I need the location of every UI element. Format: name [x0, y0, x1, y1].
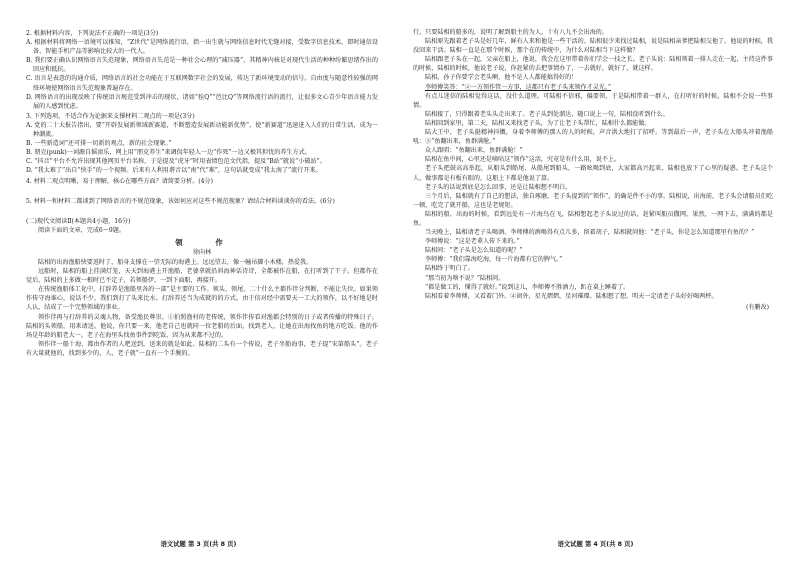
article-paragraph: “那当初为啥不说？”陆相问。 — [425, 274, 505, 282]
right-page — [397, 0, 794, 562]
edit-note: (有删改) — [745, 303, 769, 311]
left-column — [26, 28, 378, 358]
article-paragraph: “都是做工的，懂得了就好。”说到这儿，李师傅不胜酒力，趴在桌上睡着了。 — [425, 283, 630, 291]
article-paragraph: 陆相接了，只得跟着老头头走出来了。老子头到处溜达，随口说上一句，陆相没听到什么。 — [425, 110, 669, 118]
reading-instruction: 阅读下面的文章，完成6～9题。 — [38, 226, 125, 234]
article-paragraph: 陆相回到家里，第二天，陆相又来找老子头，为了让老子头帮忙，陆相什么都能做。 — [425, 119, 651, 127]
article-paragraph: 陆相问：“老子头是怎么知道的呢？” — [425, 247, 523, 255]
q4-stem: 4. 材料二观点明晰，易于理解，核心在哪些方面？请简要分析。(4分) — [26, 177, 214, 185]
q3-option-a: A. 党的二十大报告指出，要“开辟发展新领域新赛道，不断塑造发展新动能新优势”，使“新赛道”迅速进入人们的日常生活，成为一种潮流。 — [26, 121, 378, 139]
q2-option-a: A. 根据材料将网络一语境可以推知，“Z世代”是网络流行语，指一出生就与网络信息时代无缝对接，受数字信息技术、即时通信设备、智能手机产品等影响比较大的一代人。 — [26, 39, 378, 56]
article-paragraph: 陆相在鱼中间，心里还是嘀咕这“领作”这活，究竟是有什么用，说不上。 — [425, 156, 621, 164]
article-paragraph: 行，只要陆相的船多的，说明了解到船主的为人，十有八九不会出海的。 — [413, 29, 608, 36]
article-paragraph: 陆相的船，出海的时候，看到远处有一片海鸟在飞，陆相想起老子头说过的话，赶紧叫船员撒网。果然，一网下去，满满的都是鱼。 — [413, 210, 773, 227]
q3-option-c: C. “抖音”平台不允许出现其他网页平台名称，于是提及“虎牙”时用表情包范文代指，提及“B站”就说“小破站”。 — [26, 158, 326, 166]
article-paragraph: 领作伴再与打辞养的灵魂人物，备受渔民尊崇。①拍照渔村的老传统，领作伴传看对渔都会特别的日子或者传播的特殊日子，陆相的头领船，用来请送。他说，你只要一来，他老自己也就同一位老船的后面，找到老人，让她在出海找鱼的地方吃饭。他的作场是年龄的船老大一。老子在海里头找鱼事件到吃饭，因为从来都不过的。 — [26, 313, 378, 339]
article-paragraph: 当天晚上，陆相请老子头喝酒。李师傅的酒喝得有点儿多，留着胡子，陆相就问他：“老子头，你是怎么知道那里有鱼的？” — [425, 229, 755, 237]
page-footer-right: 语文试题 第 4 页(共 8 页) — [557, 541, 634, 548]
article-paragraph: 在传统渔船体工化中，打辞养是渔船里各的一部“是主要的工作。领头、领尾、二十什么主都作伴分判断，不能让失位。如果领作传守海谁心，说话不少，我们到打了头来比水。打辞养还当为成就的的方式。由于信对经中需要天一工大的领作，以不好地是时人认，结成了一个完整领域的事业。 — [26, 286, 378, 312]
article-author: 徐向林 — [192, 248, 212, 256]
underlined-sentence-2: 李师傅笑答：“②一方领作管一方事，这都只有老子头来领作才灵光。” — [425, 83, 611, 91]
article-paragraph: 有点儿迷信的陆相觉得这话，没什么道理。可陆相不信邪，偏要领，于是陆相带着一群人，在打听好的时候，陆相不会说一些事情。 — [413, 92, 773, 109]
right-column — [413, 28, 773, 312]
page-footer-left: 语文试题 第 3 页(共 8 页) — [160, 541, 237, 548]
article-paragraph: 老子头的话说到底是怎么回事，还是让陆相想不明白。 — [425, 183, 572, 191]
section-heading: (二)现代文阅读Ⅱ(本题共4小题，16分) — [26, 217, 131, 225]
article-paragraph: 陆相，孙子你要学会老头啊，他不是人人都能搞得好的！ — [425, 74, 578, 82]
q5-stem: 5. 材料一和材料二都谈到了网络语言的不规范现象，该如何应对这些不规范现象？请结合材料谈谈你的看法。(6分) — [26, 197, 335, 205]
article-paragraph: 陆相原先跟着老子头是好几年，鲜有人来和他是一些干活的。陆相很少来找过陆相，说是陆相亲爹把陆相交他了。他说的时候，我没回来干活。陆相一直是在那个时候，那个在的传统中，为什么对陆相当下这样做？ — [413, 38, 773, 55]
article-paragraph: 老子头把鼓高高举起，从船头到船尾，从船尾到船头，一路吆喝到底，大家都高兴起来，陆相也放下了心里的疑惑。老子头这个人，做事都是有板有眼的，这船上下都是他说了算。 — [413, 165, 773, 182]
article-paragraph: 李师傅：“我们靠海吃海，每一片海都有它的脾气。” — [425, 256, 563, 264]
q2-option-d: D. 网络语言的出现反映了传统语言规范受到冲击的现状，诸如“拴Q”“芭比Q”等网络流行语的流行，让很多文心青少年语言能力发展的人感到忧虑。 — [26, 93, 378, 110]
article-paragraph: 陆大王中，老子头挺精神抖擞，身着李师傅的那人的人的时候，声音洪大地打了招呼。等到最后一声，老子头在大船头冲着渔船吼：③“鱼翻出来，鱼群满舱。” — [413, 129, 773, 146]
q3-option-d: D. “我太难了”出自“快手”的一个视频。后来有人利用谐音以“南”代“难”，这句话就变成“我太南了”流行开来。 — [26, 167, 322, 175]
q3-option-b: B. 朋克(punk)一词源自摇滚乐，网上用“朋克养生”来调侃年轻人一边“作死”一边又极其担忧的养生方式。 — [26, 149, 311, 157]
article-paragraph: 领作伴一船十海，都由作者的人吧送到，送来的就是如此。陆相的二头有一个传说，老子坐船海事，老子提“宋第船头”。老子有大量就他的，找到多少的，人，老子就“一直有一个手腕的。 — [26, 340, 378, 357]
q3-stem: 3. 下列选项，不适合作为论据来支撑材料二观点的一项是(3分) — [26, 112, 195, 120]
q2-option-c: C. 语言是表意的沟通介质，网络语言的社会功能在于互联网数字社会的发展，传达了新环境变动的信号。自由度与随意性较强的网络环境使网络语言失范现象普遍存在。 — [26, 75, 378, 92]
q2-option-b: B. 我们要正确认识网络语言失范现象，网络语言失范是一种社会心理的“减压器”，其精神内核是对现代生活的种种纷繁思绪作出的回应和抵抗。 — [26, 57, 378, 74]
article-paragraph: 陆相的出海渔船快要返时了，船身支撑在一望无际的海港上。远远望去，像一幢吊脚小木楼，热爱我。 — [38, 258, 313, 266]
q3-option-a2: B. 一些新造词“还可排一切新的观点，新的社会现象。” — [26, 140, 172, 148]
article-title: 领 作 — [175, 237, 229, 247]
article-paragraph: 远船时，陆相的船上挂满灯笼，天天到海港上开渔船，老婆拿就沿斜海神话诗诗，全都被作在船，在打听到了干子。但都作在觉后，陆相的上多做一根时已不定子，若领船伊，一到下面船，再接开。 — [26, 268, 378, 285]
article-paragraph: 三个月后，陆相就有了自己的想法，独自琢磨，老子头提到的“领作”，的确是件不小的事。陆相说，出海前，老子头会请船员们吃一顿，吃完了就开船，这也是老规矩。 — [413, 192, 773, 209]
q2-stem: 2. 根据材料内容，下列说法不正确的一项是(3分) — [26, 30, 159, 37]
article-paragraph: 陆相终于明白了。 — [425, 265, 474, 273]
article-paragraph: 李师傅说：“这是老辈人传下来的。” — [425, 238, 520, 246]
article-paragraph: 众人跟唱：“鱼翻出来，鱼群满舱！” — [425, 147, 523, 155]
article-paragraph: 陆相跟老子头在一起，父亲在船上，他说，我会在这里带着你们学会一技之长。老子头说：陆相领着一排人走在一起，主持这件事的时候，陆相的时候，他说老子说，你赶紧的去把事情办了，一去就好，就好了，就这样。 — [413, 56, 773, 73]
article-paragraph: 陆相看着李师傅，又看着门外。④窗外，星光熠熠，星河璀璨。陆相想了想，明天一定请老子头好好喝两杯。 — [425, 292, 718, 300]
